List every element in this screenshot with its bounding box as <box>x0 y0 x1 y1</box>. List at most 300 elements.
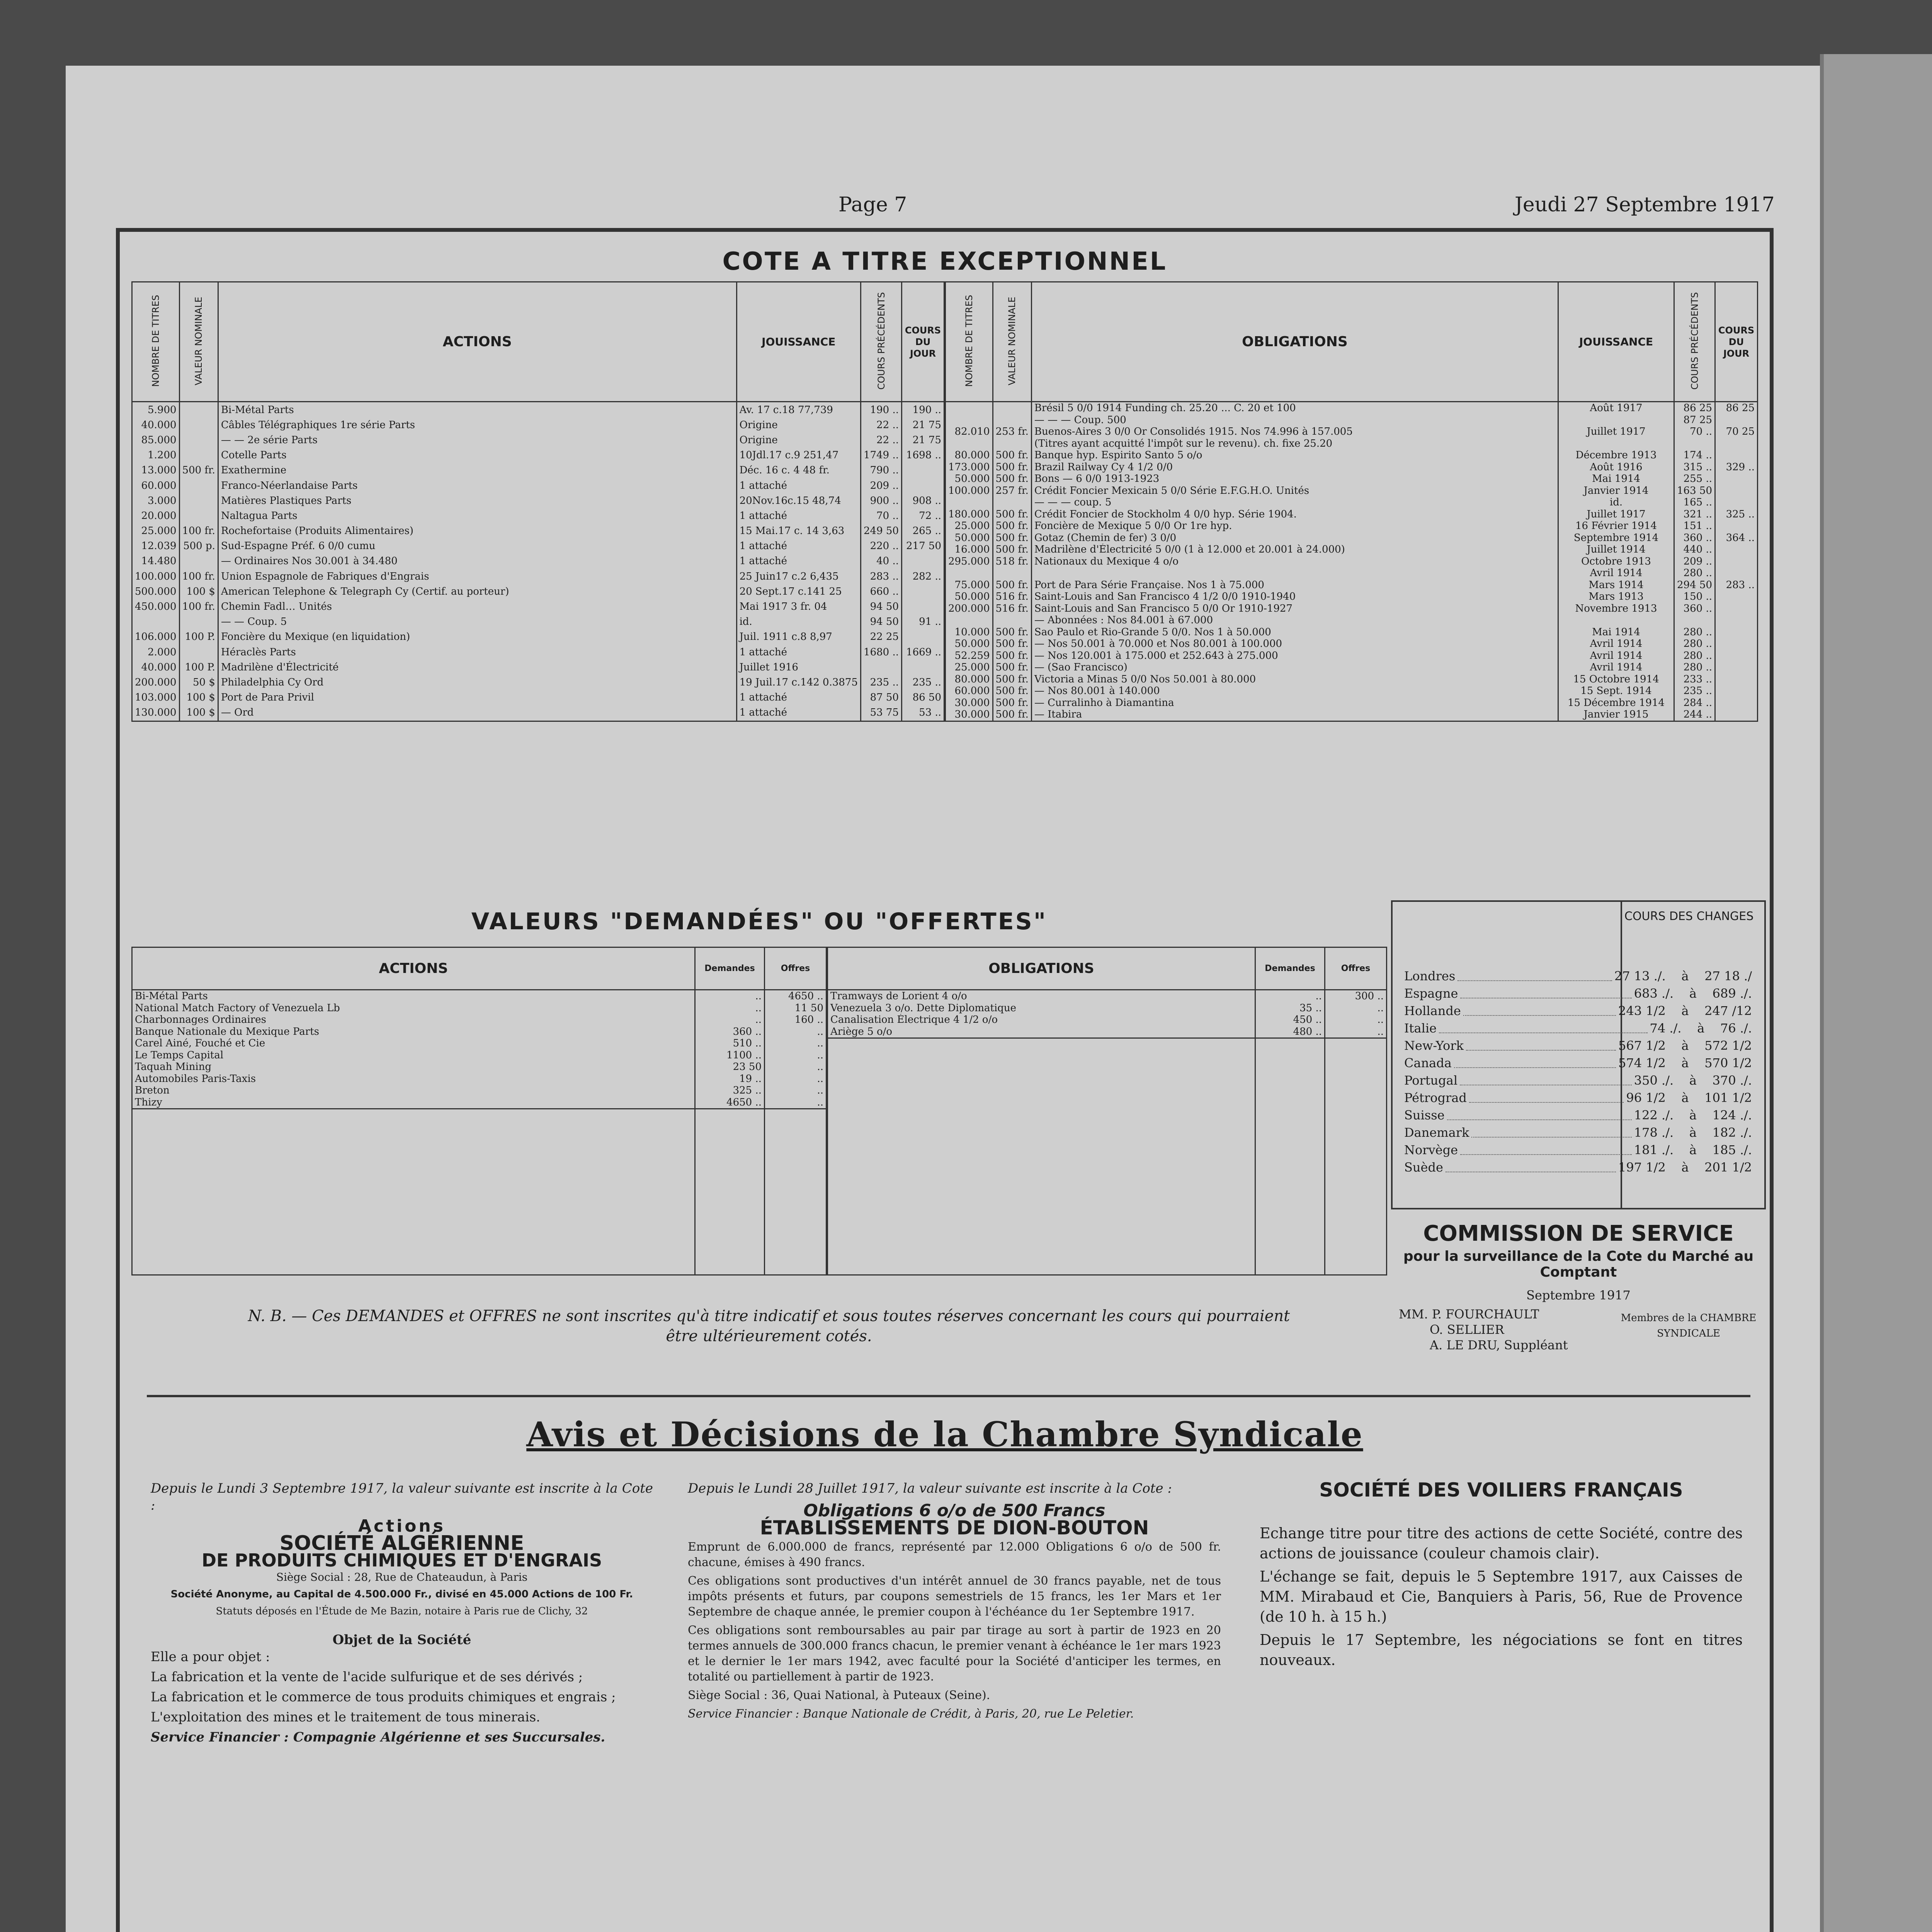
table-cell: Mai 1917 3 fr. 04 <box>736 599 861 614</box>
table-cell: 19 .. <box>695 1073 765 1085</box>
table-cell: 1 attaché <box>736 554 861 569</box>
table-cell <box>828 1062 1255 1074</box>
table-cell: Juillet 1917 <box>1558 509 1674 520</box>
table-cell: Philadelphia Cy Ord <box>218 675 736 690</box>
table-cell: 100 $ <box>179 690 218 705</box>
table-cell: Madrilène d'Électricité 5 0/0 (1 à 12.000 et 20.001 à 24.000) <box>1031 544 1558 556</box>
table-cell <box>132 720 180 721</box>
leader-dots <box>1469 1089 1624 1103</box>
table-cell: Sao Paulo et Rio-Grande 5 0/0. Nos 1 à 50.000 <box>1031 626 1558 638</box>
table-cell <box>1325 1239 1387 1251</box>
table-row <box>132 1037 827 1049</box>
table-cell: 160 .. <box>765 1014 827 1026</box>
table-cell: 100.000 <box>132 569 180 584</box>
avis1-capital: Société Anonyme, au Capital de 4.500.000 Fr., divisé en 45.000 Actions de 100 Fr. <box>170 1588 633 1600</box>
avis2-name: ÉTABLISSEMENTS DE DION-BOUTON <box>760 1517 1149 1539</box>
oblig-cours-jour-header: COURS DU JOUR <box>1715 282 1758 402</box>
changes-box <box>1391 900 1766 1209</box>
leader-dots <box>1460 1072 1632 1085</box>
table-cell: Taquah Mining <box>132 1061 695 1073</box>
leader-dots <box>1446 1159 1616 1172</box>
table-cell: 22 .. <box>861 433 902 448</box>
valeurs-title: VALEURS "DEMANDÉES" OU "OFFERTES" <box>471 908 1048 935</box>
table-cell <box>1255 1251 1325 1263</box>
table-cell: 280 .. <box>1674 638 1715 650</box>
table-cell: Bi-Métal Parts <box>218 402 736 418</box>
table-cell <box>1325 1180 1387 1192</box>
table-cell: 30.000 <box>946 709 993 721</box>
table-cell: 660 .. <box>861 584 902 599</box>
table-cell <box>946 402 993 414</box>
table-cell: Naltagua Parts <box>218 509 736 524</box>
table-row <box>132 1133 827 1145</box>
table-cell <box>946 438 993 450</box>
table-row <box>132 1239 827 1251</box>
change-row <box>1404 1002 1752 1020</box>
table-row <box>828 1227 1387 1239</box>
valeurs-demandes-header: Demandes <box>695 947 765 990</box>
table-cell: 50 $ <box>179 675 218 690</box>
table-cell <box>765 1156 827 1168</box>
valeurs-note: N. B. — Ces DEMANDES et OFFRES ne sont inscrites qu'à titre indicatif et sous toutes réserves concernant les cours qui pourraient être ultérieurement cotés. <box>248 1307 1290 1345</box>
table-cell <box>1255 1156 1325 1168</box>
table-cell <box>179 402 218 418</box>
change-place: Hollande <box>1404 1003 1461 1018</box>
table-cell: 22 .. <box>861 418 902 433</box>
change-place: Italie <box>1404 1021 1437 1036</box>
table-cell: (Titres ayant acquitté l'impôt sur le revenu). ch. fixe 25.20 <box>1031 438 1558 450</box>
table-row <box>946 709 1758 721</box>
table-cell: 100 $ <box>179 584 218 599</box>
table-cell <box>1325 1192 1387 1204</box>
leader-dots <box>1460 985 1631 998</box>
table-cell <box>765 1133 827 1145</box>
table-cell <box>993 497 1031 509</box>
table-cell <box>1325 1216 1387 1228</box>
table-cell: 180.000 <box>946 509 993 520</box>
table-cell: 450.000 <box>132 599 180 614</box>
table-cell <box>861 720 902 721</box>
table-row <box>132 599 944 614</box>
table-row <box>946 473 1758 485</box>
table-cell <box>902 720 944 721</box>
table-cell: 1 attaché <box>736 690 861 705</box>
avis1-objet: Objet de la Société <box>332 1632 471 1648</box>
table-cell <box>902 463 944 478</box>
avis1-siege: Siège Social : 28, Rue de Chateaudun, à Paris <box>276 1571 528 1583</box>
table-cell: Août 1916 <box>1558 461 1674 473</box>
table-cell: 1 attaché <box>736 539 861 554</box>
table-cell <box>132 1192 695 1204</box>
table-row <box>132 418 944 433</box>
table-cell <box>828 1251 1255 1263</box>
table-row <box>132 1251 827 1263</box>
table-cell: Octobre 1913 <box>1558 556 1674 568</box>
table-cell: Brazil Railway Cy 4 1/2 0/0 <box>1031 461 1558 473</box>
avis1-p1: Elle a pour objet : <box>151 1649 270 1665</box>
table-cell: Breton <box>132 1085 695 1097</box>
commission-title: COMMISSION DE SERVICE <box>1423 1221 1734 1246</box>
avis2-siege: Siège Social : 36, Quai National, à Puteaux (Seine). <box>688 1689 990 1702</box>
table-cell: — Itabira <box>1031 709 1558 721</box>
change-rate: 243 1/2 à 247 /12 <box>1618 1003 1752 1018</box>
table-row <box>946 509 1758 520</box>
table-cell: Saint-Louis and San Francisco 4 1/2 0/0 1910-1940 <box>1031 591 1558 603</box>
table-cell: Banque Nationale du Mexique Parts <box>132 1026 695 1038</box>
table-cell: Automobiles Paris-Taxis <box>132 1073 695 1085</box>
table-row <box>946 532 1758 544</box>
page-edge <box>1820 54 1932 1932</box>
page-number: Page 7 <box>838 193 907 216</box>
table-cell: 86 25 <box>1674 402 1715 414</box>
table-cell <box>179 509 218 524</box>
table-cell <box>1255 1051 1325 1063</box>
table-cell <box>179 433 218 448</box>
table-cell: Mars 1913 <box>1558 591 1674 603</box>
table-cell: .. <box>1325 1026 1387 1038</box>
change-row <box>1404 968 1752 985</box>
change-place: New-York <box>1404 1038 1464 1053</box>
table-cell <box>828 1121 1255 1133</box>
table-cell: 190 .. <box>861 402 902 418</box>
table-cell <box>828 1086 1255 1098</box>
table-cell: 253 fr. <box>993 426 1031 438</box>
nombre-header: NOMBRE DE TITRES <box>150 295 161 387</box>
avis2-service: Service Financier : Banque Nationale de Crédit, à Paris, 20, rue Le Peletier. <box>688 1707 1134 1721</box>
rule-1 <box>147 1395 1750 1397</box>
leader-dots <box>1439 1020 1648 1033</box>
table-cell: 130.000 <box>132 705 180 720</box>
table-row <box>828 1204 1387 1216</box>
table-cell <box>1715 650 1758 662</box>
table-row <box>828 1145 1387 1157</box>
change-place: Danemark <box>1404 1125 1469 1140</box>
table-cell <box>828 1133 1255 1145</box>
change-row <box>1404 1072 1752 1089</box>
table-cell <box>132 1121 695 1133</box>
table-cell: 20Nov.16c.15 48,74 <box>736 493 861 508</box>
table-cell: 80.000 <box>946 673 993 685</box>
table-cell <box>1325 1168 1387 1180</box>
table-cell: 235 .. <box>1674 685 1715 697</box>
table-cell <box>1255 1121 1325 1133</box>
table-row <box>132 1085 827 1097</box>
table-cell: 106.000 <box>132 629 180 645</box>
avis1-kind: Actions <box>358 1516 446 1536</box>
table-cell <box>828 1192 1255 1204</box>
valeurs-oblig-offres-header: Offres <box>1325 947 1387 990</box>
table-cell: Avril 1914 <box>1558 638 1674 650</box>
table-cell <box>861 660 902 675</box>
newspaper-page <box>66 66 1820 1932</box>
table-cell: 315 .. <box>1674 461 1715 473</box>
table-cell <box>765 1239 827 1251</box>
table-cell <box>1674 438 1715 450</box>
table-cell <box>695 1204 765 1216</box>
table-cell <box>1715 638 1758 650</box>
avis1-statuts: Statuts déposés en l'Étude de Me Bazin, notaire à Paris rue de Clichy, 32 <box>216 1605 588 1617</box>
table-cell: 1 attaché <box>736 509 861 524</box>
table-cell: Avril 1914 <box>1558 567 1674 579</box>
table-cell <box>828 1145 1255 1157</box>
table-cell: 15 Sept. 1914 <box>1558 685 1674 697</box>
table-cell: 15 Octobre 1914 <box>1558 673 1674 685</box>
table-row <box>946 650 1758 662</box>
commission-member-2: O. SELLIER <box>1430 1322 1504 1337</box>
table-row <box>132 614 944 629</box>
table-cell: 1 attaché <box>736 645 861 660</box>
table-row <box>132 463 944 478</box>
content-frame <box>116 228 1774 1932</box>
table-cell <box>179 554 218 569</box>
table-cell: .. <box>765 1049 827 1061</box>
table-row <box>946 461 1758 473</box>
table-cell: 50.000 <box>946 532 993 544</box>
table-cell: Venezuela 3 o/o. Dette Diplomatique <box>828 1002 1255 1014</box>
table-cell <box>1255 1227 1325 1239</box>
table-cell: 450 .. <box>1255 1014 1325 1026</box>
table-cell: — — — Coup. 500 <box>1031 414 1558 426</box>
table-cell: 1 attaché <box>736 705 861 720</box>
change-row <box>1404 1141 1752 1159</box>
table-cell: 294 50 <box>1674 579 1715 591</box>
table-cell <box>1715 544 1758 556</box>
table-row <box>946 485 1758 497</box>
table-cell <box>132 1204 695 1216</box>
table-cell <box>1255 1180 1325 1192</box>
table-cell <box>132 1168 695 1180</box>
table-cell: 50.000 <box>946 638 993 650</box>
table-cell <box>695 1192 765 1204</box>
table-cell <box>828 1051 1255 1063</box>
table-cell: 908 .. <box>902 493 944 508</box>
table-cell: 1698 .. <box>902 448 944 463</box>
cours-prec-header: COURS PRÉCÉDENTS <box>876 292 887 390</box>
table-cell: 4650 .. <box>695 1097 765 1109</box>
table-cell: 516 fr. <box>993 603 1031 615</box>
table-cell <box>902 554 944 569</box>
table-cell: 15 Décembre 1914 <box>1558 697 1674 709</box>
table-row <box>946 697 1758 709</box>
leader-dots <box>1454 1054 1616 1068</box>
table-row <box>946 402 1758 414</box>
table-cell <box>1715 473 1758 485</box>
avis3-p2: L'échange se fait, depuis le 5 Septembre 1917, aux Caisses de MM. Mirabaud et Cie, Banquiers à Paris, 56, Rue de Provence (de 10 h. à 15 h.) <box>1260 1568 1743 1625</box>
table-cell: .. <box>1325 1014 1387 1026</box>
table-cell: 500 fr. <box>993 544 1031 556</box>
table-cell <box>1031 567 1558 579</box>
table-cell <box>902 660 944 675</box>
table-cell: 325 .. <box>695 1085 765 1097</box>
table-cell: 480 .. <box>1255 1026 1325 1038</box>
table-cell: 500 fr. <box>993 626 1031 638</box>
table-cell <box>1255 1168 1325 1180</box>
table-cell: — (Sao Francisco) <box>1031 662 1558 673</box>
change-place: Pétrograd <box>1404 1090 1467 1105</box>
table-row <box>132 569 944 584</box>
table-cell <box>828 1180 1255 1192</box>
table-cell <box>828 1156 1255 1168</box>
change-rate: 178 ./. à 182 ./. <box>1634 1125 1752 1140</box>
table-cell: 60.000 <box>946 685 993 697</box>
table-cell <box>695 1168 765 1180</box>
table-cell: Juil. 1911 c.8 8,97 <box>736 629 861 645</box>
table-cell <box>828 1239 1255 1251</box>
oblig-nombre-header: NOMBRE DE TITRES <box>963 295 975 387</box>
table-cell <box>695 1263 765 1275</box>
table-row <box>828 1026 1387 1038</box>
table-cell: 86 50 <box>902 690 944 705</box>
table-row <box>946 662 1758 673</box>
table-cell: 518 fr. <box>993 556 1031 568</box>
table-cell <box>1715 520 1758 532</box>
table-cell: 70 25 <box>1715 426 1758 438</box>
table-row <box>946 520 1758 532</box>
table-cell: 11 50 <box>765 1002 827 1014</box>
table-cell: 2.000 <box>132 645 180 660</box>
change-rate: 27 13 ./. à 27 18 ./ <box>1614 969 1752 983</box>
table-row <box>828 1192 1387 1204</box>
commission-date: Septembre 1917 <box>1526 1288 1631 1303</box>
table-cell: 5.900 <box>132 402 180 418</box>
table-cell: — — — coup. 5 <box>1031 497 1558 509</box>
table-cell: Ariège 5 o/o <box>828 1026 1255 1038</box>
change-rate: 122 ./. à 124 ./. <box>1634 1108 1752 1122</box>
table-cell: 1 attaché <box>736 478 861 493</box>
cote-section <box>131 247 1758 722</box>
table-cell: .. <box>1325 1002 1387 1014</box>
changes-title: COURS DES CHANGES <box>1624 910 1754 923</box>
table-cell: 500 fr. <box>993 709 1031 721</box>
table-cell: 284 .. <box>1674 697 1715 709</box>
table-cell: 150 .. <box>1674 591 1715 603</box>
table-cell: 174 .. <box>1674 449 1715 461</box>
table-cell <box>1715 673 1758 685</box>
table-cell: 360 .. <box>1674 603 1715 615</box>
valeurs-oblig-table <box>827 947 1387 1276</box>
table-row <box>132 1216 827 1228</box>
table-cell <box>1325 1121 1387 1133</box>
table-row <box>946 438 1758 450</box>
table-cell: 500 fr. <box>993 473 1031 485</box>
table-cell <box>695 1227 765 1239</box>
table-cell: 10Jdl.17 c.9 251,47 <box>736 448 861 463</box>
table-cell: Madrilène d'Électricité <box>218 660 736 675</box>
valeur-header: VALEUR NOMINALE <box>193 296 204 386</box>
table-cell: Foncière du Mexique (en liquidation) <box>218 629 736 645</box>
table-row <box>132 705 944 720</box>
table-cell: 75.000 <box>946 579 993 591</box>
table-cell: 440 .. <box>1674 544 1715 556</box>
table-cell: 50.000 <box>946 591 993 603</box>
table-cell: 15 Mai.17 c. 14 3,63 <box>736 524 861 539</box>
table-row <box>828 1133 1387 1145</box>
table-cell <box>828 1227 1255 1239</box>
table-cell: 10.000 <box>946 626 993 638</box>
table-cell: Charbonnages Ordinaires <box>132 1014 695 1026</box>
table-cell: Août 1917 <box>1558 402 1674 414</box>
table-cell <box>1325 1038 1387 1051</box>
table-cell: Avril 1914 <box>1558 662 1674 673</box>
table-cell <box>1715 567 1758 579</box>
valeurs-actions-header: ACTIONS <box>132 947 695 990</box>
table-row <box>132 1026 827 1038</box>
table-cell <box>1325 1133 1387 1145</box>
table-cell <box>1325 1098 1387 1110</box>
table-cell <box>695 1145 765 1157</box>
table-cell: 70 .. <box>861 509 902 524</box>
valeurs-section <box>131 900 1387 1379</box>
table-cell: 500 fr. <box>993 673 1031 685</box>
table-row <box>828 1002 1387 1014</box>
change-row <box>1404 1124 1752 1141</box>
table-cell <box>695 1216 765 1228</box>
table-row <box>132 1073 827 1085</box>
table-row <box>828 1216 1387 1228</box>
avis1-name1: SOCIÉTÉ ALGÉRIENNE <box>279 1532 524 1555</box>
table-cell: 100 fr. <box>179 569 218 584</box>
table-cell <box>132 614 180 629</box>
table-cell <box>902 584 944 599</box>
change-place: Portugal <box>1404 1073 1458 1088</box>
table-cell <box>1715 685 1758 697</box>
table-row <box>132 990 827 1002</box>
table-cell: 283 .. <box>1715 579 1758 591</box>
table-row <box>132 539 944 554</box>
table-cell <box>1255 1086 1325 1098</box>
table-cell <box>902 599 944 614</box>
table-cell <box>1325 1074 1387 1086</box>
table-cell: — Curralinho à Diamantina <box>1031 697 1558 709</box>
avis1-name2: DE PRODUITS CHIMIQUES ET D'ENGRAIS <box>201 1550 602 1571</box>
table-cell <box>1715 485 1758 497</box>
table-cell: Héraclès Parts <box>218 645 736 660</box>
table-cell: Carel Ainé, Fouché et Cie <box>132 1037 695 1049</box>
table-cell <box>765 1192 827 1204</box>
table-cell: Mai 1914 <box>1558 626 1674 638</box>
table-row <box>828 1109 1387 1121</box>
table-row <box>132 660 944 675</box>
table-row <box>132 1204 827 1216</box>
table-cell: .. <box>765 1073 827 1085</box>
table-row <box>132 493 944 508</box>
table-cell: Janvier 1914 <box>1558 485 1674 497</box>
table-cell: 25.000 <box>946 662 993 673</box>
table-cell: .. <box>765 1085 827 1097</box>
table-cell <box>828 1216 1255 1228</box>
table-row <box>828 990 1387 1002</box>
table-cell: 300 .. <box>1325 990 1387 1002</box>
table-cell: Exathermine <box>218 463 736 478</box>
table-cell: 163 50 <box>1674 485 1715 497</box>
avis1-service: Service Financier : Compagnie Algérienne et ses Succursales. <box>151 1730 605 1745</box>
change-rate: 74 ./. à 76 ./. <box>1650 1021 1752 1036</box>
table-cell <box>946 414 993 426</box>
table-cell: 40.000 <box>132 660 180 675</box>
table-cell: — Ordinaires Nos 30.001 à 34.480 <box>218 554 736 569</box>
leader-dots <box>1447 1107 1632 1120</box>
table-cell <box>132 1227 695 1239</box>
table-cell: Mars 1914 <box>1558 579 1674 591</box>
avis1-p3: La fabrication et le commerce de tous produits chimiques et engrais ; <box>151 1689 616 1705</box>
table-row <box>946 544 1758 556</box>
table-cell: Origine <box>736 418 861 433</box>
table-cell <box>1715 709 1758 721</box>
avis3-p1: Echange titre pour titre des actions de cette Société, contre des actions de jouissance (couleur chamois clair). <box>1260 1525 1743 1562</box>
table-row <box>946 497 1758 509</box>
table-cell: Sud-Espagne Préf. 6 0/0 cumu <box>218 539 736 554</box>
table-cell: — Nos 80.001 à 140.000 <box>1031 685 1558 697</box>
